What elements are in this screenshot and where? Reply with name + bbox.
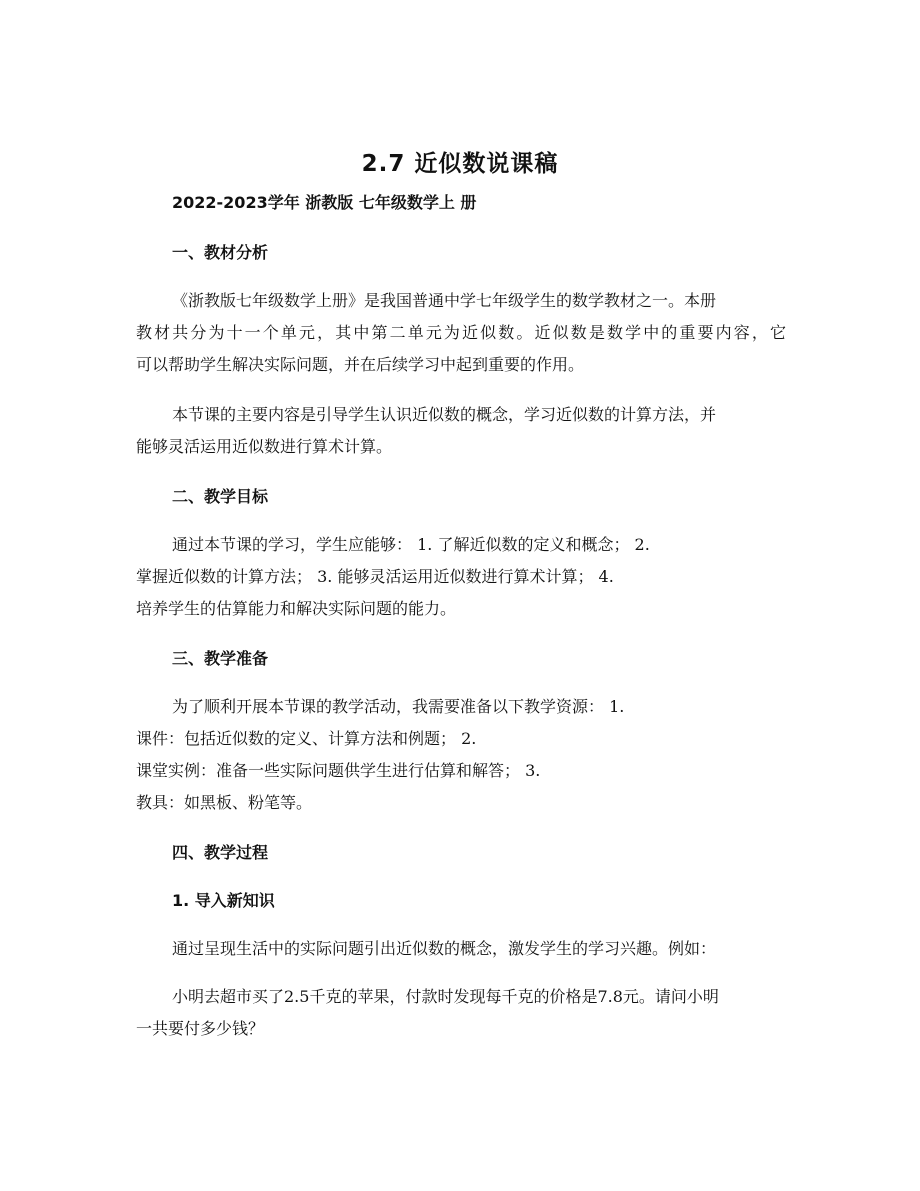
section-heading-objectives: 二、教学目标 <box>172 487 269 506</box>
paragraph-line: 一共要付多少钱？ <box>136 1019 265 1038</box>
subsection-heading-intro: 1. 导入新知识 <box>172 891 275 910</box>
document-subtitle: 2022-2023学年 浙教版 七年级数学上 册 <box>172 193 477 212</box>
paragraph-line: 为了顺利开展本节课的教学活动，我需要准备以下教学资源： 1. <box>172 697 625 716</box>
section-heading-materials: 一、教材分析 <box>172 243 269 262</box>
paragraph-line: 通过本节课的学习，学生应能够： 1. 了解近似数的定义和概念； 2. <box>172 535 650 554</box>
paragraph-line: 教材共分为十一个单元，其中第二单元为近似数。近似数是数学中的重要内容，它 <box>136 323 786 342</box>
paragraph-line: 掌握近似数的计算方法； 3. 能够灵活运用近似数进行算术计算； 4. <box>136 567 614 586</box>
paragraph-line: 《浙教版七年级数学上册》是我国普通中学七年级学生的数学教材之一。本册 <box>172 291 717 310</box>
paragraph-line: 能够灵活运用近似数进行算术计算。 <box>136 437 393 456</box>
document-title: 2.7 近似数说课稿 <box>361 151 559 177</box>
paragraph-line: 小明去超市买了2.5千克的苹果，付款时发现每千克的价格是7.8元。请问小明 <box>172 987 719 1006</box>
section-heading-preparation: 三、教学准备 <box>172 649 269 668</box>
paragraph-line: 可以帮助学生解决实际问题，并在后续学习中起到重要的作用。 <box>136 355 585 374</box>
paragraph-line: 课件：包括近似数的定义、计算方法和例题； 2. <box>136 729 477 748</box>
paragraph-line: 培养学生的估算能力和解决实际问题的能力。 <box>136 599 457 618</box>
section-heading-process: 四、教学过程 <box>172 843 269 862</box>
paragraph-line: 通过呈现生活中的实际问题引出近似数的概念，激发学生的学习兴趣。例如： <box>172 939 717 958</box>
paragraph-line: 本节课的主要内容是引导学生认识近似数的概念，学习近似数的计算方法，并 <box>172 405 717 424</box>
paragraph-line: 教具：如黑板、粉笔等。 <box>136 793 313 812</box>
paragraph-line: 课堂实例：准备一些实际问题供学生进行估算和解答； 3. <box>136 761 541 780</box>
